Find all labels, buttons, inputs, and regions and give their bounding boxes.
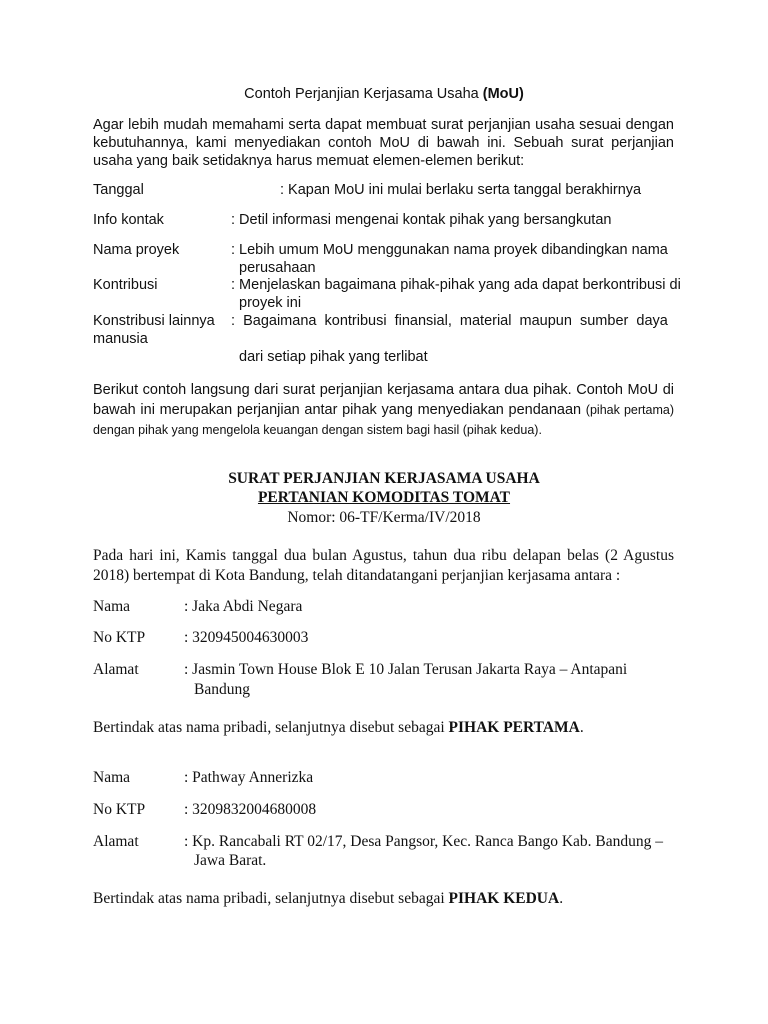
party2-address-value: : Kp. Rancabali RT 02/17, Desa Pangsor, Kec. Ranca Bango Kab. Bandung –	[184, 833, 663, 850]
party1-name-value: : Jaka Abdi Negara	[184, 598, 303, 615]
party2-statement-text: Bertindak atas nama pribadi, selanjutnya disebut sebagai	[93, 890, 449, 907]
party2-address-value-cont: Jawa Barat.	[194, 852, 267, 869]
party2-statement	[93, 889, 674, 909]
party1-role: PIHAK PERTAMA	[448, 719, 580, 736]
party2-name-label: Nama	[93, 769, 131, 786]
intro-title	[0, 86, 768, 102]
party1-ktp-label: No KTP	[93, 629, 146, 646]
letter-number: Nomor: 06-TF/Kerma/IV/2018	[287, 509, 481, 526]
element-desc-nama-proyek: : Lebih umum MoU menggunakan nama proyek dibandingkan nama	[231, 242, 668, 258]
element-desc-kontribusi-lainnya: : Bagaimana kontribusi finansial, material maupun sumber daya	[231, 313, 668, 329]
element-label-kontribusi-lainnya: Konstribusi lainnya	[93, 313, 215, 329]
element-desc-kontribusi: : Menjelaskan bagaimana pihak-pihak yang ada dapat berkontribusi di	[231, 277, 681, 293]
element-label-nama-proyek: Nama proyek	[93, 242, 180, 258]
example-text: Berikut contoh langsung dari surat perjanjian kerjasama antara dua pihak. Contoh MoU di bawah ini merupakan perjanjian antar pihak yang menyediakan pendanaan	[93, 382, 674, 418]
party1-statement-text: Bertindak atas nama pribadi, selanjutnya disebut sebagai	[93, 719, 449, 736]
party1-address-value: : Jasmin Town House Blok E 10 Jalan Terusan Jakarta Raya – Antapani	[184, 661, 628, 678]
element-label-info-kontak: Info kontak	[93, 212, 164, 228]
party1-statement	[93, 718, 674, 738]
letter-heading: SURAT PERJANJIAN KERJASAMA USAHA	[228, 470, 540, 487]
party1-statement-end: .	[579, 719, 584, 736]
intro-paragraph: Agar lebih mudah memahami serta dapat membuat surat perjanjian usaha sesuai dengan kebutuhannya, kami menyediakan contoh MoU di bawah ini. Sebuah surat perjanjian usaha yang baik setidaknya harus memuat elemen-elemen berikut:	[93, 117, 674, 169]
party1-address-label: Alamat	[93, 661, 139, 678]
element-desc-kontribusi-lainnya-cont: dari setiap pihak yang terlibat	[239, 349, 428, 365]
party2-address-label: Alamat	[93, 833, 139, 850]
element-desc-kontribusi-cont: proyek ini	[239, 295, 302, 311]
party1-address-value-cont: Bandung	[194, 681, 250, 698]
element-label-tanggal: Tanggal	[93, 182, 144, 198]
letter-subheading-text: PERTANIAN KOMODITAS TOMAT	[257, 489, 511, 506]
element-desc-nama-proyek-cont: perusahaan	[239, 260, 316, 276]
party2-statement-end: .	[559, 890, 564, 907]
example-text-small: (pihak pertama) dengan pihak yang mengelola keuangan dengan sistem bagi hasil (pihak kedua).	[93, 403, 674, 437]
intro-title-text: Contoh Perjanjian Kerjasama Usaha	[244, 86, 483, 102]
party1-name-label: Nama	[93, 598, 131, 615]
example-paragraph	[93, 380, 674, 440]
party2-name-value: : Pathway Annerizka	[184, 769, 314, 786]
letter-subheading	[0, 489, 768, 507]
letter-opening: Pada hari ini, Kamis tanggal dua bulan Agustus, tahun dua ribu delapan belas (2 Agustus 2018) bertempat di Kota Bandung, telah ditandatangani perjanjian kerjasama antara :	[93, 547, 674, 584]
intro-title-bold: (MoU)	[482, 86, 524, 102]
element-desc-tanggal: : Kapan MoU ini mulai berlaku serta tanggal berakhirnya	[280, 182, 642, 198]
element-label-kontribusi-lainnya-cont: manusia	[93, 331, 148, 347]
party2-ktp-value: : 3209832004680008	[184, 801, 317, 818]
party2-role: PIHAK KEDUA	[448, 890, 560, 907]
element-desc-info-kontak: : Detil informasi mengenai kontak pihak yang bersangkutan	[231, 212, 612, 228]
element-label-kontribusi: Kontribusi	[93, 277, 158, 293]
party1-ktp-value: : 320945004630003	[184, 629, 309, 646]
party2-ktp-label: No KTP	[93, 801, 146, 818]
